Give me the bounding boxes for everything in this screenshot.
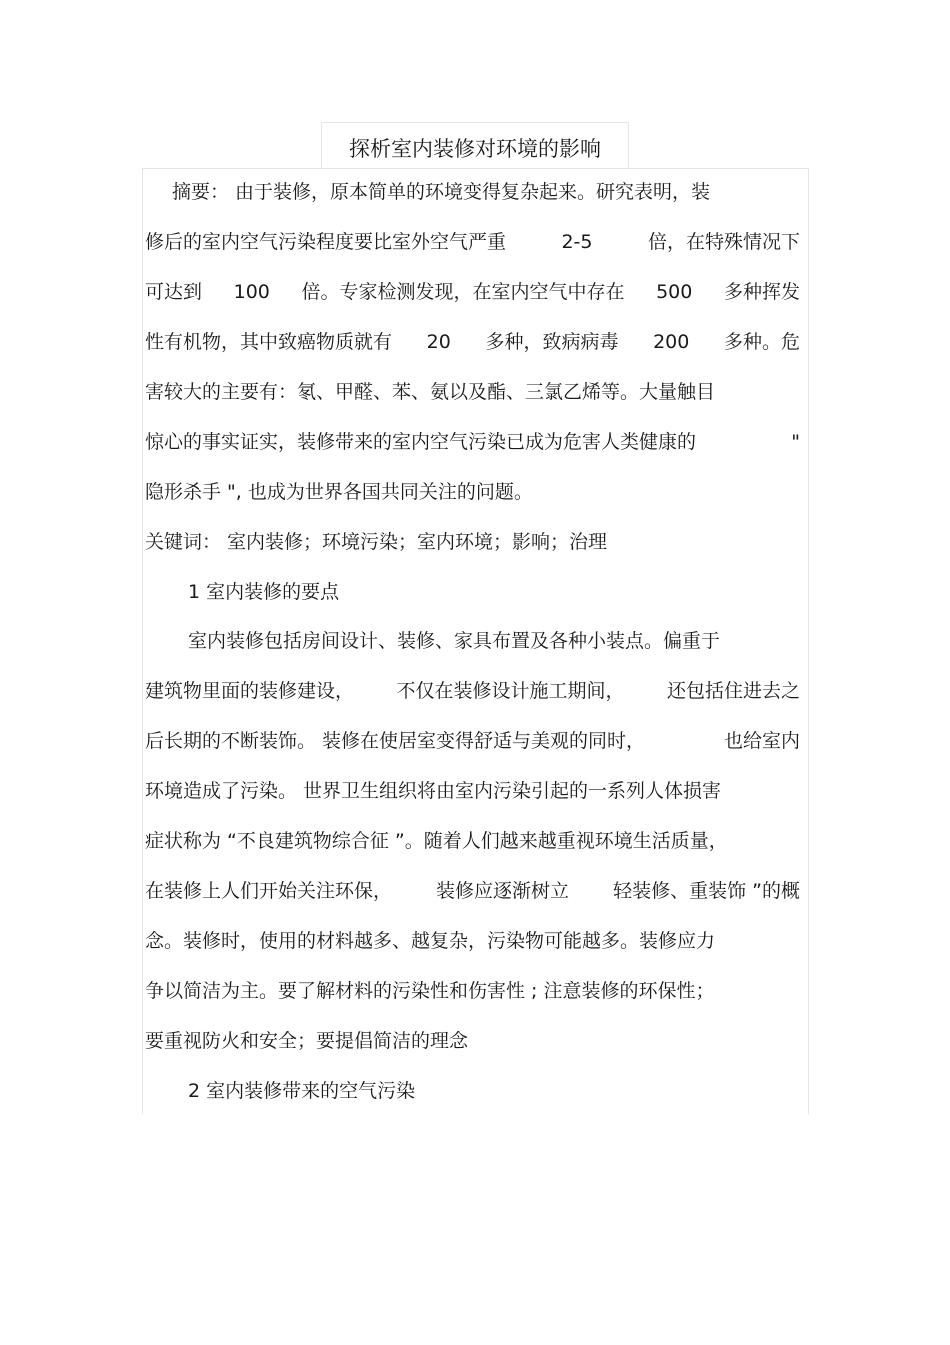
section-1-line-5: 症状称为 “不良建筑物综合征 ”。随着人们越来越重视环境生活质量， bbox=[145, 830, 728, 852]
abstract-line-6-text: 惊心的事实证实，装修带来的室内空气污染已成为危害人类健康的 " bbox=[145, 431, 800, 453]
section-1-line-9: 要重视防火和安全；要提倡简洁的理念 bbox=[145, 1030, 469, 1052]
abstract-line-7: 隐形杀手 ", 也成为世界各国共同关注的问题。 bbox=[145, 481, 533, 503]
section-1-line-3-text: 后长期的不断装饰。 装修在使居室变得舒适与美观的同时， 也给室内 bbox=[145, 730, 800, 752]
keywords-line: 关键词： 室内装修；环境污染；室内环境；影响；治理 bbox=[145, 531, 608, 553]
section-2-heading: 2 室内装修带来的空气污染 bbox=[188, 1080, 416, 1102]
abstract-line-6 bbox=[145, 430, 800, 454]
section-1-line-2-text: 建筑物里面的装修建设， 不仅在装修设计施工期间， 还包括住进去之 bbox=[145, 680, 800, 702]
section-1-line-6 bbox=[145, 879, 800, 903]
section-1-line-4: 环境造成了污染。 世界卫生组织将由室内污染引起的一系列人体损害 bbox=[145, 780, 722, 802]
abstract-line-4-text: 性有机物，其中致癌物质就有 20 多种，致病病毒 200 多种。危 bbox=[145, 331, 800, 353]
title-box bbox=[321, 122, 629, 169]
section-1-line-3 bbox=[145, 729, 800, 753]
abstract-line-2-text: 修后的室内空气污染程度要比室外空气严重 2-5 倍，在特殊情况下 bbox=[145, 231, 800, 253]
section-1-line-6-text: 在装修上人们开始关注环保， 装修应逐渐树立 轻装修、重装饰 ”的概 bbox=[145, 880, 800, 902]
section-1-heading: 1 室内装修的要点 bbox=[188, 581, 340, 603]
section-1-line-8: 争以简洁为主。要了解材料的污染性和伤害性 ; 注意装修的环保性； bbox=[145, 980, 715, 1002]
abstract-line-4 bbox=[145, 330, 800, 354]
abstract-line-1: 摘要： 由于装修，原本简单的环境变得复杂起来。研究表明，装 bbox=[172, 181, 711, 203]
section-1-line-2 bbox=[145, 679, 800, 703]
abstract-line-3 bbox=[145, 280, 800, 304]
section-1-line-7: 念。装修时，使用的材料越多、越复杂，污染物可能越多。装修应力 bbox=[145, 930, 716, 952]
abstract-line-3-text: 可达到 100 倍。专家检测发现，在室内空气中存在 500 多种挥发 bbox=[145, 281, 800, 303]
section-1-line-1: 室内装修包括房间设计、装修、家具布置及各种小装点。偏重于 bbox=[188, 630, 721, 652]
abstract-line-5: 害较大的主要有：氡、甲醛、苯、氨以及酯、三氯乙烯等。大量触目 bbox=[145, 381, 716, 403]
abstract-line-2 bbox=[145, 230, 800, 254]
document-title: 探析室内装修对环境的影响 bbox=[349, 137, 601, 161]
